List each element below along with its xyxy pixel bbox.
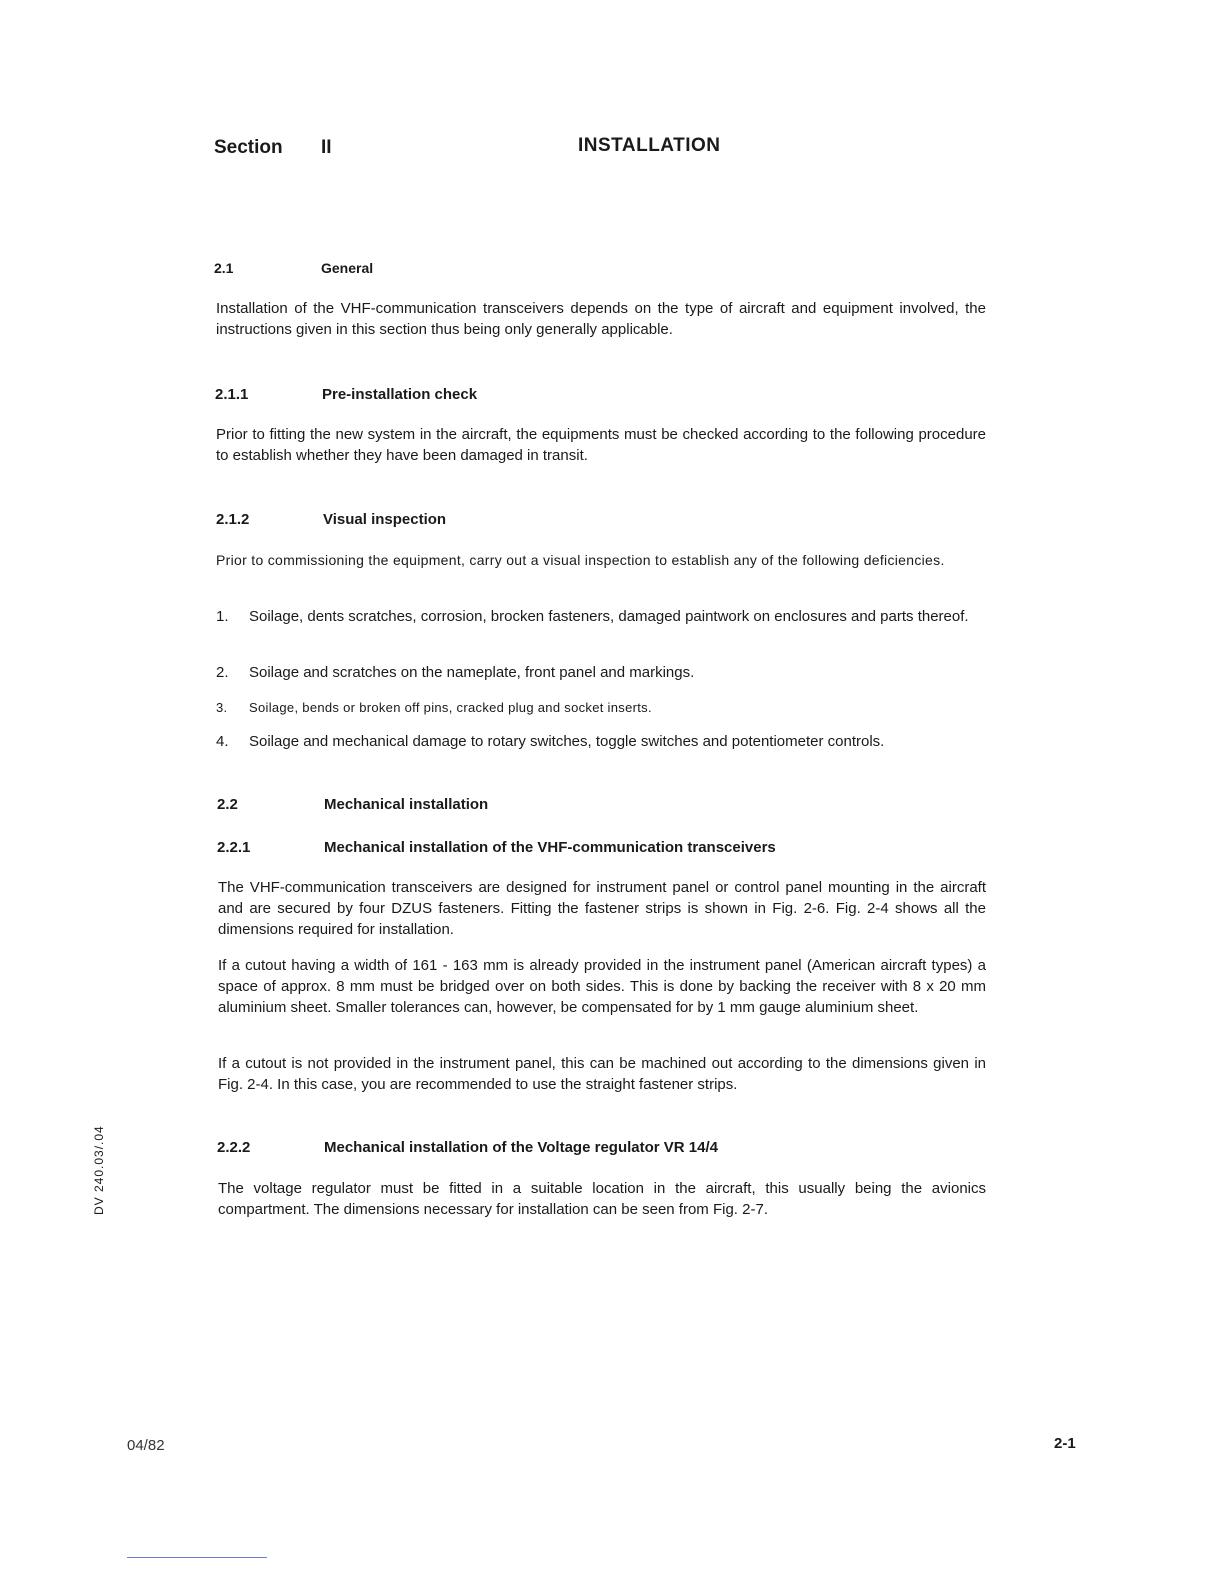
paragraph-vhf-1: The VHF-communication transceivers are designed for instrument panel or control panel mounting in the aircraft and are secured by four DZUS fasteners. Fitting the fastener strips is shown in Fig. 2-6. Fig. 2-4 shows all the dimensions required for installation. [218,879,986,938]
paragraph-vhf-3: If a cutout is not provided in the instrument panel, this can be machined out according to the dimensions given in Fig. 2-4. In this case, you are recommended to use the straight fastener strips. [218,1055,986,1093]
list-text: Soilage, bends or broken off pins, cracked plug and socket inserts. [249,700,652,715]
document-code: DV 240.03/.04 [92,1125,106,1215]
page-number: 2-1 [1054,1435,1076,1452]
list-item [216,731,986,752]
heading-title: Mechanical installation [324,796,489,813]
heading-number: 2.1 [214,260,234,276]
paragraph-pre-installation: Prior to fitting the new system in the aircraft, the equipments must be checked according to the following procedure to establish whether they have been damaged in transit. [216,426,986,464]
paragraph-regulator: The voltage regulator must be fitted in a suitable location in the aircraft, this usually being the avionics compartment. The dimensions necessary for installation can be seen from Fig. 2-7. [218,1180,986,1218]
divider [127,1557,267,1558]
heading-number: 2.2.2 [217,1139,251,1156]
paragraph-vhf-2: If a cutout having a width of 161 - 163 mm is already provided in the instrument panel (American aircraft types) a space of approx. 8 mm must be bridged over on both sides. This is done by backing the receiver with 8 x 20 mm aluminium sheet. Smaller tolerances can, however, be compensated for by 1 mm gauge aluminium sheet. [218,957,986,1016]
heading-title: Mechanical installation of the Voltage regulator VR 14/4 [324,1139,718,1156]
heading-title: Pre-installation check [322,386,478,403]
list-text: Soilage and scratches on the nameplate, front panel and markings. [249,664,695,681]
list-item [216,697,986,718]
heading-title: General [321,260,374,276]
paragraph-general: Installation of the VHF-communication transceivers depends on the type of aircraft and equipment involved, the instructions given in this section thus being only generally applicable. [216,300,986,338]
list-number: 3. [216,700,228,715]
list-item [216,606,986,627]
heading-number: 2.2 [217,796,238,813]
page-header [214,137,1034,167]
list-number: 1. [216,608,229,625]
list-text: Soilage, dents scratches, corrosion, brocken fasteners, damaged paintwork on enclosures and parts thereof. [249,608,969,625]
paragraph-visual-intro: Prior to commissioning the equipment, carry out a visual inspection to establish any of the following deficiencies. [216,552,945,568]
list-number: 2. [216,664,229,681]
footer-date: 04/82 [127,1437,165,1454]
list-item [216,662,986,683]
heading-number: 2.2.1 [217,839,251,856]
list-number: 4. [216,733,229,750]
heading-number: 2.1.1 [215,386,249,403]
heading-title: Mechanical installation of the VHF-communication transceivers [324,839,776,856]
heading-number: 2.1.2 [216,511,250,528]
list-text: Soilage and mechanical damage to rotary switches, toggle switches and potentiometer controls. [249,733,885,750]
page-title: INSTALLATION [578,135,721,156]
section-number: II [321,137,332,158]
section-label: Section [214,137,283,158]
heading-title: Visual inspection [323,511,447,528]
